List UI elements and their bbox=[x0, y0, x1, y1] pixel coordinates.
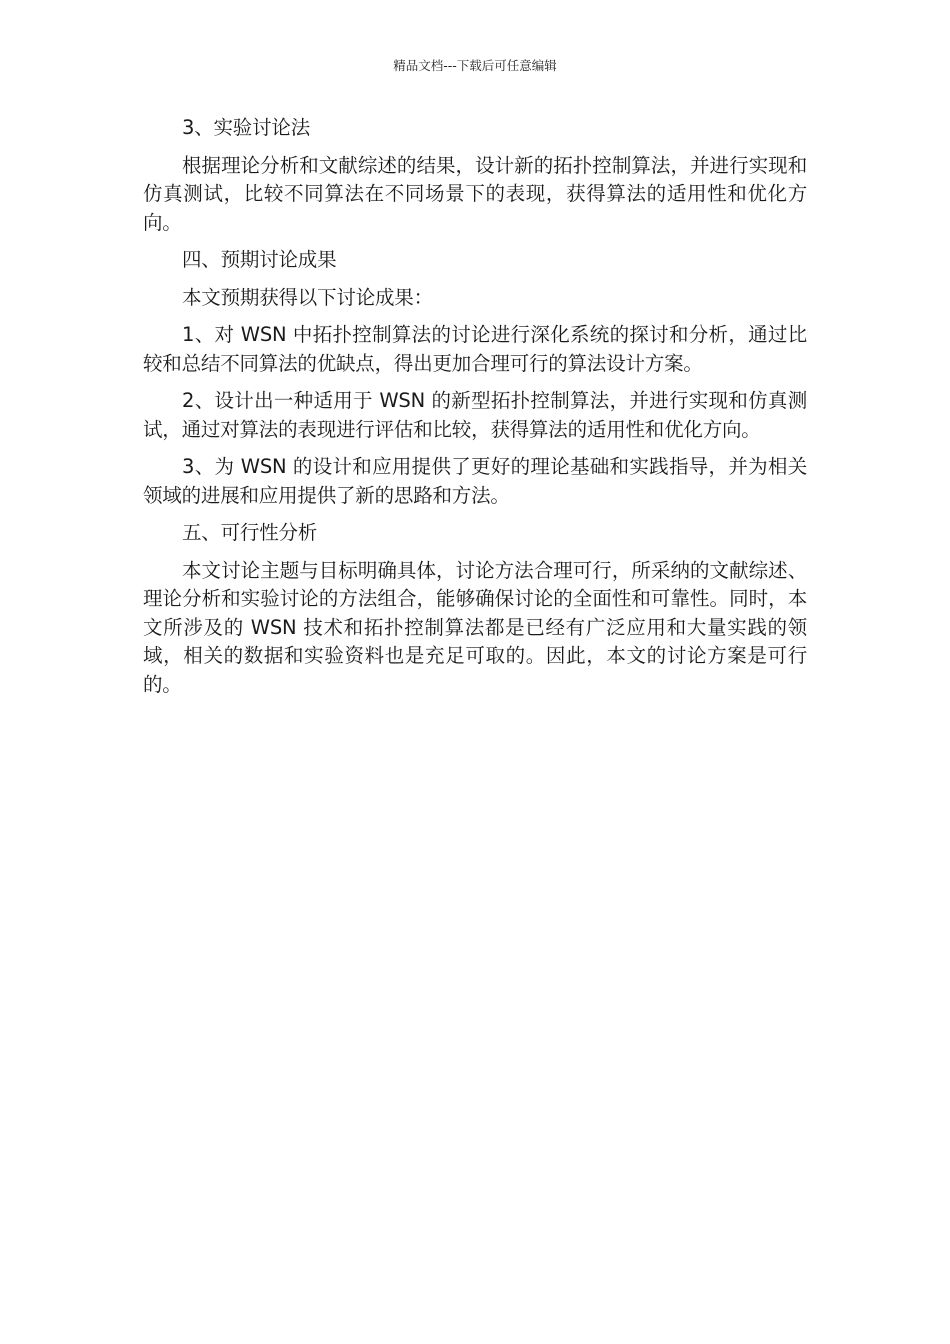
paragraph-experiment-method: 根据理论分析和文献综述的结果，设计新的拓扑控制算法，并进行实现和仿真测试，比较不同算法在不同场景下的表现，获得算法的适用性和优化方向。 bbox=[143, 153, 807, 234]
heading-experiment-method: 3、实验讨论法 bbox=[182, 116, 311, 139]
paragraph-expected-intro: 本文预期获得以下讨论成果： bbox=[182, 285, 433, 309]
heading-expected-results: 四、预期讨论成果 bbox=[182, 248, 337, 271]
page-header: 精品文档---下载后可任意编辑 bbox=[393, 58, 557, 73]
heading-feasibility: 五、可行性分析 bbox=[182, 521, 318, 544]
paragraph-result-2: 2、设计出一种适用于 WSN 的新型拓扑控制算法，并进行实现和仿真测试，通过对算法的表现进行评估和比较，获得算法的适用性和优化方向。 bbox=[143, 389, 807, 441]
paragraph-result-3: 3、为 WSN 的设计和应用提供了更好的理论基础和实践指导，并为相关领域的进展和应用提供了新的思路和方法。 bbox=[143, 455, 807, 507]
paragraph-feasibility: 本文讨论主题与目标明确具体，讨论方法合理可行，所采纳的文献综述、理论分析和实验讨论的方法组合，能够确保讨论的全面性和可靠性。同时，本文所涉及的 WSN 技术和拓扑控制算法都是已经有广泛应用和大量实践的领域，相关的数据和实验资料也是充足可取的。因此，本文的讨论方案是可行的。 bbox=[143, 558, 807, 696]
paragraph-result-1: 1、对 WSN 中拓扑控制算法的讨论进行深化系统的探讨和分析，通过比较和总结不同算法的优缺点，得出更加合理可行的算法设计方案。 bbox=[143, 323, 807, 375]
document-body bbox=[143, 114, 807, 708]
